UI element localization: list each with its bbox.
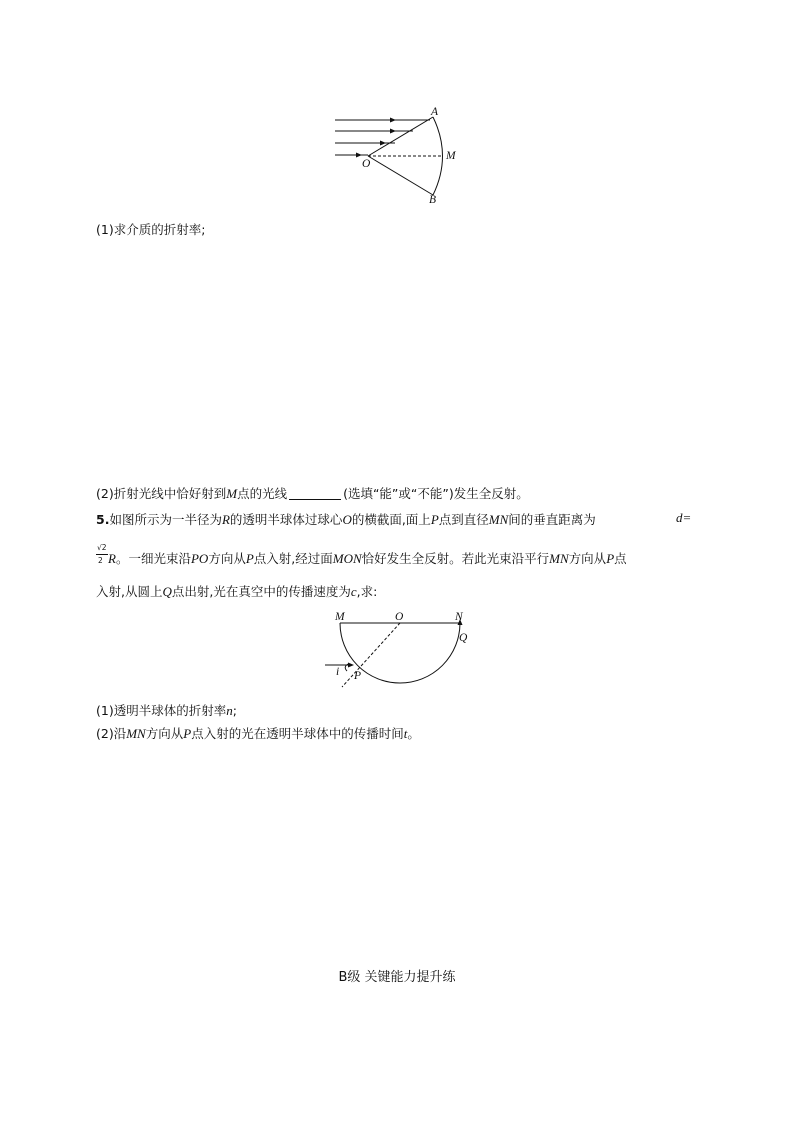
q5-text: 入射,从圆上 <box>96 584 163 599</box>
q5-var: n <box>226 703 233 718</box>
q5-text: ,求: <box>356 584 378 599</box>
q5-text: 点入射,经过面 <box>253 551 333 566</box>
q5-text: 点出射,光在真空中的传播速度为 <box>171 584 351 599</box>
q5-var: PO <box>190 551 209 566</box>
label-m: M <box>446 150 456 162</box>
label-o: O <box>362 158 371 170</box>
q5-text: ; <box>232 703 237 718</box>
label-n2: N <box>455 611 463 623</box>
q5-var: R <box>108 551 116 566</box>
label-a: A <box>431 106 439 118</box>
radius-oa <box>368 117 433 156</box>
q5-var: R <box>221 512 230 527</box>
fraction-sqrt2-over-2 <box>96 543 108 569</box>
arrow-3 <box>380 141 386 146</box>
q5-line2 <box>96 543 627 569</box>
q5-part2 <box>96 724 420 742</box>
fraction-numerator: √2 <box>97 543 107 552</box>
arrow-2 <box>390 129 396 134</box>
fraction-denominator: 2 <box>98 556 103 565</box>
question-number: 5. <box>96 512 110 527</box>
q5-d-equals: d= <box>676 510 692 525</box>
label-i2: i <box>336 666 340 678</box>
q5-text: 的透明半球体过球心 <box>229 512 343 527</box>
q5-var: MN <box>126 726 146 741</box>
q4-part2 <box>96 484 529 502</box>
answer-blank <box>289 487 341 500</box>
q5-var: P <box>606 551 615 566</box>
arrow-4 <box>356 153 362 158</box>
fraction-bar <box>96 554 108 555</box>
q5-text: 点到直径 <box>438 512 489 527</box>
label-m2: M <box>335 611 345 623</box>
q5-var: P <box>183 726 192 741</box>
q5-text: 方向从 <box>145 726 184 741</box>
q5-var: MN <box>549 551 569 566</box>
q5-text: 点入射的光在透明半球体中的传播时间 <box>191 726 404 741</box>
q5-line1 <box>96 510 596 528</box>
label-p2: P <box>354 670 362 682</box>
radius-ob <box>368 156 433 195</box>
q5-var: c <box>350 584 357 599</box>
q5-text: (2)沿 <box>96 726 127 741</box>
q5-var: O <box>342 512 352 527</box>
q5-text: 恰好发生全反射。若此光束沿平行 <box>361 551 550 566</box>
label-o2: O <box>395 611 404 623</box>
q4-part2-suffix: (选填“能”或“不能”)发生全反射。 <box>343 486 529 501</box>
q5-text: 的横截面,面上 <box>351 512 431 527</box>
q4-part2-prefix: (2)折射光线中恰好射到 <box>96 486 227 501</box>
q4-part2-mid: 点的光线 <box>237 486 288 501</box>
q5-text: 如图所示为一半径为 <box>109 512 222 527</box>
q5-text: (1)透明半球体的折射率 <box>96 703 227 718</box>
section-title: B级 关键能力提升练 <box>338 970 456 985</box>
q5-var: Q <box>162 584 172 599</box>
q5-var: P <box>430 512 439 527</box>
label-q2: Q <box>459 632 468 644</box>
q5-var: MON <box>332 551 362 566</box>
q5-var: t <box>403 726 408 741</box>
q5-line3 <box>96 582 377 600</box>
arrow-1 <box>390 118 396 123</box>
q5-part1 <box>96 701 237 719</box>
q5-text: 间的垂直距离为 <box>508 512 596 527</box>
q5-var: MN <box>488 512 509 527</box>
q4-part1: (1)求介质的折射率; <box>96 222 206 237</box>
arrow-incident <box>348 663 354 668</box>
q5-var: P <box>245 551 254 566</box>
radius-po <box>342 623 400 687</box>
q5-text: 。一细光束沿 <box>115 551 191 566</box>
q5-text: 方向从 <box>568 551 607 566</box>
q5-text: 方向从 <box>208 551 246 566</box>
q5-text: 。 <box>407 726 420 741</box>
label-b: B <box>429 194 437 206</box>
q5-text: 点 <box>614 551 627 566</box>
q4-part2-point: M <box>226 486 238 501</box>
